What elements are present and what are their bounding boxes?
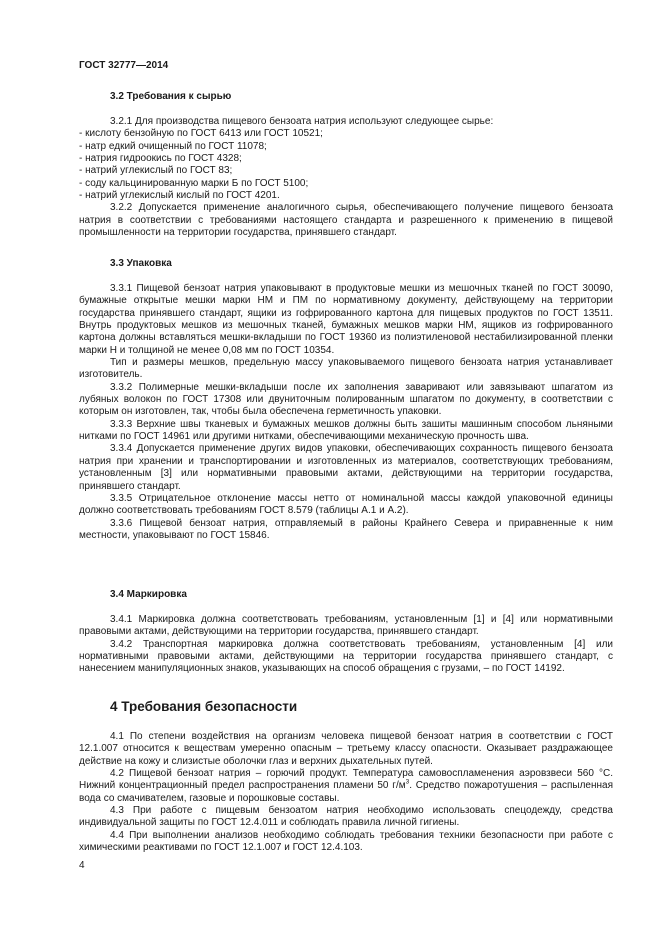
document-header: ГОСТ 32777—2014 (79, 60, 169, 71)
section-3-4-body (79, 614, 613, 676)
list-item: - натр едкий очищенный по ГОСТ 11078; (79, 140, 267, 152)
paragraph-3-3-4: 3.3.4 Допускается применение других видов упаковки, обеспечивающих сохранность пищевого бензоата натрия при хранении и транспортировании и изготовленных из материалов, соответствующих требованиям, установленным [3] или нормативными правовыми актами, действующими на территории государства, принявшего стандарт. (79, 443, 613, 492)
section-3-3-body (79, 283, 613, 542)
list-item: - натрия гидроокись по ГОСТ 4328; (79, 153, 242, 165)
section-title-3-2: 3.2 Требования к сырью (110, 91, 232, 102)
paragraph-3-3-1b: Тип и размеры мешков, предельную массу упаковываемого пищевого бензоата натрия устанавливает изготовитель. (79, 357, 613, 381)
paragraph-3-3-1: 3.3.1 Пищевой бензоат натрия упаковывают в продуктовые мешки из мешочных тканей по ГОСТ 30090, бумажные открытые мешки марки НМ и ПМ по нормативному документу, действующему на территории государства принявшего стандарт, ящики из гофрированного картона для пищевых продуктов по ГОСТ 13511. Внутрь продуктовых мешков из мешочных тканей, бумажных мешков марки НМ, ящиков из гофрированного картона должны вставляться мешки-вкладыши по ГОСТ 19360 из полиэтиленовой нестабилизированной пленки марки Н и толщиной не менее 0,08 мм по ГОСТ 10354. (79, 283, 613, 356)
paragraph-3-4-2: 3.4.2 Транспортная маркировка должна соответствовать требованиям, установленным [4] или нормативными правовыми актами, действующими на территории государства принявшего стандарт, с нанесением манипуляционных знаков, указывающих на способ обращения с грузами, – по ГОСТ 14192. (79, 638, 613, 675)
paragraph-3-3-3: 3.3.3 Верхние швы тканевых и бумажных мешков должны быть зашиты машинным способом льняными нитками по ГОСТ 14961 или другими нитками, обеспечивающими механическую прочность шва. (79, 418, 613, 443)
paragraph-4-2-text: 4.2 Пищевой бензоат натрия – горючий продукт. Температура самовоспламенения аэровзвеси 560 °С. Нижний концентрационный предел распространения пламени 50 г/м (79, 768, 613, 792)
section-3-2-body (79, 116, 613, 239)
list-item: - кислоту бензойную по ГОСТ 6413 или ГОСТ 10521; (79, 128, 323, 140)
paragraph-3-2-2: 3.2.2 Допускается применение аналогичного сырья, обеспечивающего получение пищевого бензоата натрия в соответствии с требованиями настоящего стандарта и разрешенного к применению в пищевой промышленности на территории государства, принявшего стандарт. (79, 202, 613, 239)
superscript-cubed: 3 (405, 779, 410, 787)
paragraph-3-3-6: 3.3.6 Пищевой бензоат натрия, отправляемый в районы Крайнего Севера и приравненные к ним местности, упаковывают по ГОСТ 15846. (79, 517, 613, 541)
paragraph-4-3: 4.3 При работе с пищевым бензоатом натрия необходимо использовать спецодежду, средства индивидуальной защиты по ГОСТ 12.4.011 и соблюдать правила личной гигиены. (79, 805, 613, 829)
list-item: - соду кальцинированную марки Б по ГОСТ 5100; (79, 177, 309, 189)
paragraph-4-2 (79, 768, 613, 805)
paragraph-4-2-text-end: . Средство пожаротушения – распыленная вода со смачивателем, газовые и порошковые составы. (79, 780, 613, 804)
section-title-3-4: 3.4 Маркировка (110, 589, 187, 600)
paragraph-4-1: 4.1 По степени воздействия на организм человека пищевой бензоат натрия в соответствии с ГОСТ 12.1.007 относится к веществам умеренно опасным – третьему классу опасности. Оказывает раздражающее действие на кожу и слизистые оболочки глаз и верхних дыхательных путей. (79, 731, 613, 767)
paragraph-3-3-5: 3.3.5 Отрицательное отклонение массы нетто от номинальной массы каждой упаковочной единицы должно соответствовать требованиям ГОСТ 8.579 (таблицы А.1 и А.2). (79, 492, 613, 517)
section-4-body (79, 731, 613, 854)
paragraph-4-4: 4.4 При выполнении анализов необходимо соблюдать требования техники безопасности при работе с химическими реактивами по ГОСТ 12.1.007 и ГОСТ 12.4.103. (79, 829, 613, 854)
section-title-3-3: 3.3 Упаковка (110, 258, 172, 269)
section-title-4: 4 Требования безопасности (110, 699, 298, 714)
paragraph-3-4-1: 3.4.1 Маркировка должна соответствовать требованиям, установленным [1] и [4] или нормативными правовыми актами, действующими на территории государства, принявшего стандарт. (79, 614, 613, 638)
list-item: - натрий углекислый кислый по ГОСТ 4201. (79, 190, 280, 202)
page-number: 4 (79, 860, 85, 871)
paragraph-3-3-2: 3.3.2 Полимерные мешки-вкладыши после их заполнения заваривают или завязывают шпагатом из лубяных волокон по ГОСТ 17308 или двуниточным полированным шпагатом по документу, в соответствии с которым он изготовлен, так, чтобы была обеспечена герметичность упаковки. (79, 381, 613, 418)
list-item: - натрий углекислый по ГОСТ 83; (79, 165, 233, 177)
paragraph-3-2-1: 3.2.1 Для производства пищевого бензоата натрия используют следующее сырье: (110, 116, 494, 127)
